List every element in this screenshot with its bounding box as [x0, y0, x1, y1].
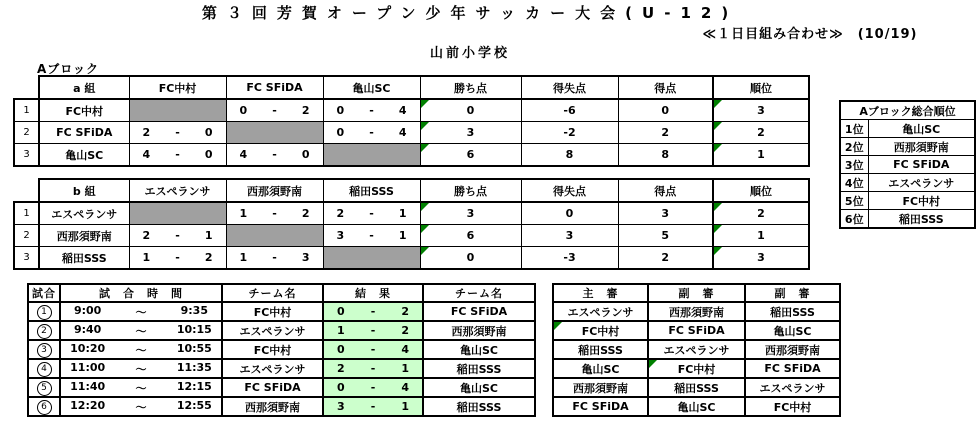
- time-start: 12:20: [70, 398, 106, 412]
- score-dash: -: [272, 207, 277, 220]
- team-name-cell: エスペランサ: [39, 202, 129, 225]
- group-b-header-row: [14, 179, 809, 202]
- referee-team-cell: 亀山SC: [648, 397, 745, 416]
- match5-score-right: 4: [401, 381, 409, 394]
- group-a-r1-score-left: 0: [336, 126, 345, 139]
- standings-rank: 3位: [840, 156, 868, 174]
- page-subtitle: ≪１日目組み合わせ≫ (10/19): [702, 27, 918, 42]
- team-name-cell: 亀山SC: [39, 144, 129, 167]
- match-time: [61, 361, 221, 377]
- team-name-cell: 稲田SSS: [39, 247, 129, 270]
- time-tilde: ～: [135, 324, 147, 338]
- standings-rank: 4位: [840, 174, 868, 192]
- group-a-r2-score: [130, 148, 226, 161]
- referee-team-cell: 稲田SSS: [648, 378, 745, 397]
- time-start: 9:40: [73, 322, 102, 336]
- time-end: 10:15: [176, 322, 212, 336]
- match-number: 4: [37, 362, 52, 377]
- match2-score-left: 1: [337, 324, 345, 337]
- stat-cell: 6: [420, 225, 521, 247]
- referee-header-row: [553, 284, 840, 302]
- group-a-table-container: [13, 75, 810, 167]
- self-match-cell: [226, 225, 323, 247]
- schedule-row: [28, 397, 535, 416]
- page-title: 第３回芳賀オープン少年サッカー大会(U-12): [201, 4, 739, 22]
- referee-team-cell: 西那須野南: [648, 302, 745, 321]
- referee-row: [553, 321, 840, 340]
- self-match-cell: [129, 202, 226, 225]
- block-label: Aブロック: [37, 62, 100, 76]
- stat-cell: 8: [521, 144, 618, 167]
- stat-cell: 3: [713, 247, 809, 270]
- team-name-cell: 西那須野南: [39, 225, 129, 247]
- group-b-r2-score-left: 1: [142, 251, 151, 264]
- home-team-cell: FC中村: [222, 302, 323, 321]
- standings-team: エスペランサ: [868, 174, 975, 192]
- score-dash: -: [175, 148, 180, 161]
- standings-row: [840, 156, 975, 174]
- standings-team: 西那須野南: [868, 138, 975, 156]
- standings-row: [840, 138, 975, 156]
- away-team-cell: 西那須野南: [423, 321, 535, 340]
- match5-score: [324, 381, 422, 394]
- match6-score: [324, 400, 422, 413]
- match-time: [61, 323, 221, 339]
- score-dash: -: [369, 229, 374, 242]
- match1-score-right: 2: [401, 305, 409, 318]
- row-number: 1: [14, 99, 39, 122]
- stat-cell: 0: [420, 247, 521, 270]
- stat-cell: -2: [521, 122, 618, 144]
- group-b-r2-score: [227, 251, 323, 264]
- match-number: 1: [37, 305, 52, 320]
- time-start: 11:00: [70, 360, 106, 374]
- group-b-table: [13, 178, 810, 270]
- group-b-row: [14, 225, 809, 247]
- match-number: 6: [37, 400, 52, 415]
- result-cell: [323, 378, 423, 397]
- standings-row: [840, 120, 975, 138]
- row-number: 1: [14, 202, 39, 225]
- group-a-r0-score-right: 4: [398, 104, 407, 117]
- match-number-cell: [28, 378, 60, 397]
- time-end: 12:55: [176, 398, 212, 412]
- match4-score-left: 2: [337, 362, 345, 375]
- match-schedule-table: [27, 283, 536, 417]
- group-b-r1-score-left: 3: [336, 229, 345, 242]
- schedule-row: [28, 340, 535, 359]
- team-name-cell: FC SFiDA: [39, 122, 129, 144]
- result-cell: [323, 302, 423, 321]
- score-dash: -: [370, 381, 376, 394]
- stat-cell: 3: [713, 99, 809, 122]
- group-a-opponent-header: FC中村: [129, 76, 226, 99]
- time-tilde: ～: [135, 400, 147, 414]
- score-cell: [323, 99, 420, 122]
- stat-cell: 1: [713, 144, 809, 167]
- score-dash: -: [175, 251, 180, 264]
- away-team-cell: 亀山SC: [423, 340, 535, 359]
- match3-score-left: 0: [337, 343, 345, 356]
- score-cell: [226, 247, 323, 270]
- group-a-row: [14, 122, 809, 144]
- group-a-opponent-header: 亀山SC: [323, 76, 420, 99]
- referee-row: [553, 397, 840, 416]
- stat-cell: 2: [713, 122, 809, 144]
- group-a-r2-score-left: 4: [239, 148, 248, 161]
- match-number: 5: [37, 381, 52, 396]
- away-team-cell: 稲田SSS: [423, 397, 535, 416]
- score-dash: -: [369, 104, 374, 117]
- group-b-opponent-header: エスペランサ: [129, 179, 226, 202]
- time-start: 11:40: [70, 379, 106, 393]
- result-cell: [323, 397, 423, 416]
- corner-gap: [14, 76, 39, 99]
- score-dash: -: [272, 104, 277, 117]
- score-dash: -: [370, 400, 376, 413]
- home-team-cell: FC中村: [222, 340, 323, 359]
- match-number-cell: [28, 321, 60, 340]
- group-a-r2-score-right: 0: [301, 148, 310, 161]
- standings-row: [840, 210, 975, 229]
- match-time: [61, 304, 221, 320]
- group-a-header-row: [14, 76, 809, 99]
- score-dash: -: [175, 229, 180, 242]
- group-b-r0-score-right: 1: [398, 207, 407, 220]
- match-time-cell: [60, 397, 222, 416]
- venue-name: 山前小学校: [429, 46, 510, 61]
- result-cell: [323, 340, 423, 359]
- standings-rank: 2位: [840, 138, 868, 156]
- stat-cell: 2: [618, 247, 713, 270]
- match-time-cell: [60, 340, 222, 359]
- referee-team-cell: FC中村: [553, 321, 648, 340]
- stat-cell: 3: [521, 225, 618, 247]
- match-time-cell: [60, 378, 222, 397]
- referee-team-cell: 亀山SC: [553, 359, 648, 378]
- referee-table-container: [552, 283, 841, 417]
- group-b-table-container: [13, 178, 810, 270]
- group-b-r1-score: [324, 229, 420, 242]
- referee-row: [553, 302, 840, 321]
- match1-score: [324, 305, 422, 318]
- referee-team-cell: FC中村: [648, 359, 745, 378]
- group-b-r2-score: [130, 251, 226, 264]
- match-number-cell: [28, 340, 60, 359]
- group-b-row: [14, 247, 809, 270]
- schedule-row: [28, 378, 535, 397]
- match5-score-left: 0: [337, 381, 345, 394]
- match4-score: [324, 362, 422, 375]
- referee-team-cell: エスペランサ: [553, 302, 648, 321]
- group-b-opponent-header: 稲田SSS: [323, 179, 420, 202]
- group-b-r1-score-left: 2: [142, 229, 151, 242]
- group-a-r1-score-right: 0: [204, 126, 213, 139]
- match1-score-left: 0: [337, 305, 345, 318]
- group-a-row: [14, 99, 809, 122]
- referee-team-cell: FC SFiDA: [648, 321, 745, 340]
- score-cell: [226, 99, 323, 122]
- time-tilde: ～: [135, 381, 147, 395]
- score-dash: -: [369, 126, 374, 139]
- self-match-cell: [226, 122, 323, 144]
- match-time-cell: [60, 302, 222, 321]
- schedule-header-match: 試合: [28, 284, 60, 302]
- standings-team: 亀山SC: [868, 120, 975, 138]
- stat-cell: 1: [713, 225, 809, 247]
- time-end: 10:55: [176, 341, 212, 355]
- standings-team: FC中村: [868, 192, 975, 210]
- group-a-group-name-cell: a 組: [39, 76, 129, 99]
- row-number: 3: [14, 144, 39, 167]
- self-match-cell: [323, 247, 420, 270]
- schedule-header-result: 結 果: [323, 284, 423, 302]
- standings-rank: 6位: [840, 210, 868, 229]
- match-number-cell: [28, 302, 60, 321]
- stat-cell: 0: [618, 99, 713, 122]
- match6-score-left: 3: [337, 400, 345, 413]
- standings-row: [840, 192, 975, 210]
- schedule-header-team2: チーム名: [423, 284, 535, 302]
- home-team-cell: FC SFiDA: [222, 378, 323, 397]
- group-a-stat-header: 勝ち点: [420, 76, 521, 99]
- home-team-cell: 西那須野南: [222, 397, 323, 416]
- score-cell: [323, 122, 420, 144]
- referee-team-cell: FC SFiDA: [745, 359, 840, 378]
- referee-team-cell: FC SFiDA: [553, 397, 648, 416]
- match-schedule-container: [27, 283, 536, 417]
- group-a-r2-score: [227, 148, 323, 161]
- stat-cell: 2: [618, 122, 713, 144]
- time-tilde: ～: [135, 343, 147, 357]
- referee-header-main: 主 審: [553, 284, 648, 302]
- row-number: 2: [14, 122, 39, 144]
- score-cell: [323, 202, 420, 225]
- group-a-stat-header: 得点: [618, 76, 713, 99]
- referee-team-cell: 亀山SC: [745, 321, 840, 340]
- corner-gap: [14, 179, 39, 202]
- group-b-row: [14, 202, 809, 225]
- time-tilde: ～: [135, 305, 147, 319]
- score-dash: -: [175, 126, 180, 139]
- self-match-cell: [129, 99, 226, 122]
- group-a-r1-score-left: 2: [142, 126, 151, 139]
- standings-title: Aブロック総合順位: [840, 101, 975, 120]
- referee-team-cell: 西那須野南: [745, 340, 840, 359]
- score-dash: -: [272, 251, 277, 264]
- group-b-r0-score-left: 1: [239, 207, 248, 220]
- group-a-stat-header: 順位: [713, 76, 809, 99]
- group-a-table: [13, 75, 810, 167]
- score-dash: -: [369, 207, 374, 220]
- match3-score: [324, 343, 422, 356]
- match-time: [61, 342, 221, 358]
- score-dash: -: [370, 362, 376, 375]
- time-end: 9:35: [180, 303, 208, 317]
- match-time-cell: [60, 359, 222, 378]
- time-tilde: ～: [135, 362, 147, 376]
- group-b-r0-score-right: 2: [301, 207, 310, 220]
- group-b-r1-score-right: 1: [204, 229, 213, 242]
- standings-row: [840, 174, 975, 192]
- match-number-cell: [28, 359, 60, 378]
- group-b-stat-header: 順位: [713, 179, 809, 202]
- score-dash: -: [272, 148, 277, 161]
- match-time-cell: [60, 321, 222, 340]
- stat-cell: 3: [420, 202, 521, 225]
- group-a-r1-score: [130, 126, 226, 139]
- score-cell: [323, 225, 420, 247]
- stat-cell: 3: [420, 122, 521, 144]
- match-number-cell: [28, 397, 60, 416]
- group-b-r2-score-right: 2: [204, 251, 213, 264]
- score-dash: -: [370, 343, 376, 356]
- standings-rank: 5位: [840, 192, 868, 210]
- group-a-r0-score-right: 2: [301, 104, 310, 117]
- match-time: [61, 380, 221, 396]
- referee-team-cell: 稲田SSS: [553, 340, 648, 359]
- group-b-r0-score: [324, 207, 420, 220]
- referee-row: [553, 340, 840, 359]
- referee-team-cell: エスペランサ: [745, 378, 840, 397]
- referee-header-assistant-2: 副 審: [745, 284, 840, 302]
- standings-team: FC SFiDA: [868, 156, 975, 174]
- group-a-stat-header: 得失点: [521, 76, 618, 99]
- match-number: 3: [37, 343, 52, 358]
- group-a-r0-score-left: 0: [239, 104, 248, 117]
- match2-score-right: 2: [401, 324, 409, 337]
- standings-header-row: [840, 101, 975, 120]
- schedule-row: [28, 321, 535, 340]
- time-start: 10:20: [70, 341, 106, 355]
- group-a-r1-score-right: 4: [398, 126, 407, 139]
- standings-team: 稲田SSS: [868, 210, 975, 229]
- group-b-stat-header: 得点: [618, 179, 713, 202]
- group-a-r0-score-left: 0: [336, 104, 345, 117]
- result-cell: [323, 321, 423, 340]
- group-b-r2-score-left: 1: [239, 251, 248, 264]
- stat-cell: 2: [713, 202, 809, 225]
- referee-row: [553, 359, 840, 378]
- referee-table: [552, 283, 841, 417]
- score-cell: [226, 144, 323, 167]
- group-a-row: [14, 144, 809, 167]
- self-match-cell: [323, 144, 420, 167]
- group-b-r2-score-right: 3: [301, 251, 310, 264]
- referee-team-cell: 稲田SSS: [745, 302, 840, 321]
- schedule-header-time: 試 合 時 間: [60, 284, 222, 302]
- home-team-cell: エスペランサ: [222, 359, 323, 378]
- stat-cell: -6: [521, 99, 618, 122]
- group-a-r0-score: [227, 104, 323, 117]
- referee-team-cell: エスペランサ: [648, 340, 745, 359]
- schedule-row: [28, 302, 535, 321]
- referee-header-assistant-1: 副 審: [648, 284, 745, 302]
- stat-cell: 3: [618, 202, 713, 225]
- referee-team-cell: 西那須野南: [553, 378, 648, 397]
- score-dash: -: [370, 305, 376, 318]
- score-cell: [129, 144, 226, 167]
- time-end: 12:15: [176, 379, 212, 393]
- row-number: 3: [14, 247, 39, 270]
- match-number: 2: [37, 324, 52, 339]
- schedule-header-row: [28, 284, 535, 302]
- match6-score-right: 1: [401, 400, 409, 413]
- score-cell: [129, 122, 226, 144]
- block-standings-table: [839, 100, 976, 229]
- standings-rank: 1位: [840, 120, 868, 138]
- group-a-opponent-header: FC SFiDA: [226, 76, 323, 99]
- match3-score-right: 4: [401, 343, 409, 356]
- group-a-r0-score: [324, 104, 420, 117]
- stat-cell: 6: [420, 144, 521, 167]
- stat-cell: 5: [618, 225, 713, 247]
- schedule-header-team1: チーム名: [222, 284, 323, 302]
- referee-team-cell: FC中村: [745, 397, 840, 416]
- away-team-cell: 亀山SC: [423, 378, 535, 397]
- group-b-opponent-header: 西那須野南: [226, 179, 323, 202]
- score-cell: [129, 225, 226, 247]
- away-team-cell: 稲田SSS: [423, 359, 535, 378]
- group-a-r1-score: [324, 126, 420, 139]
- group-b-stat-header: 勝ち点: [420, 179, 521, 202]
- match2-score: [324, 324, 422, 337]
- match-time: [61, 399, 221, 415]
- block-standings-container: [839, 100, 976, 229]
- stat-cell: 8: [618, 144, 713, 167]
- group-b-stat-header: 得失点: [521, 179, 618, 202]
- group-b-r0-score-left: 2: [336, 207, 345, 220]
- score-cell: [226, 202, 323, 225]
- score-cell: [129, 247, 226, 270]
- schedule-row: [28, 359, 535, 378]
- stat-cell: 0: [521, 202, 618, 225]
- group-b-r0-score: [227, 207, 323, 220]
- stat-cell: 0: [420, 99, 521, 122]
- away-team-cell: FC SFiDA: [423, 302, 535, 321]
- group-a-r2-score-right: 0: [204, 148, 213, 161]
- score-dash: -: [370, 324, 376, 337]
- home-team-cell: エスペランサ: [222, 321, 323, 340]
- group-a-r2-score-left: 4: [142, 148, 151, 161]
- group-b-r1-score: [130, 229, 226, 242]
- stat-cell: -3: [521, 247, 618, 270]
- match4-score-right: 1: [401, 362, 409, 375]
- result-cell: [323, 359, 423, 378]
- group-b-r1-score-right: 1: [398, 229, 407, 242]
- row-number: 2: [14, 225, 39, 247]
- referee-row: [553, 378, 840, 397]
- time-start: 9:00: [73, 303, 102, 317]
- team-name-cell: FC中村: [39, 99, 129, 122]
- time-end: 11:35: [176, 360, 212, 374]
- group-b-group-name-cell: b 組: [39, 179, 129, 202]
